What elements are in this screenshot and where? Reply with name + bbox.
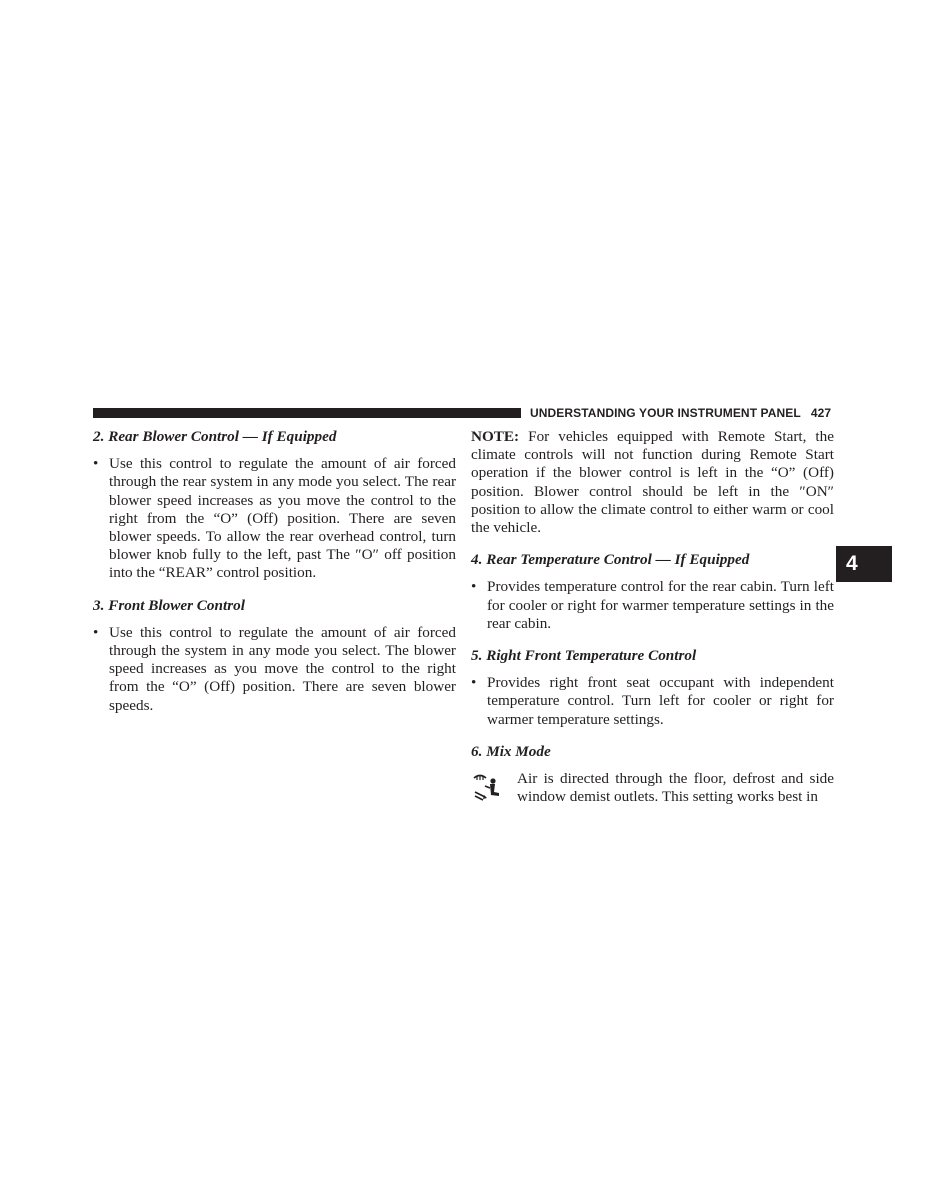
- bullet-icon: •: [93, 623, 99, 641]
- heading-rear-temperature: 4. Rear Temperature Control — If Equipped: [471, 551, 750, 569]
- header-rule: [93, 408, 521, 418]
- bullet-text: Use this control to regulate the amount of air forced through the rear system in any mode you select. The rear blower speed increases as you move the control to the right from the “O” (Off) position. There are seven blower speeds. To allow the rear overhead control, turn blower knob fully to the left, past The ″O″ off position into the “REAR” control position.: [109, 455, 456, 582]
- bullet-icon: •: [471, 578, 477, 596]
- note-text: For vehicles equipped with Remote Start, the climate controls will not function during Remote Start operation if the blower control is left in the “O” (Off) position. Blower control should be left in the ″ON″ position to allow the climate control to either warm or cool the vehicle.: [471, 428, 834, 537]
- mix-mode-row: [471, 770, 834, 806]
- bullet-text: Provides right front seat occupant with independent temperature control. Turn left for cooler or right for warmer temperature settings.: [487, 674, 834, 728]
- bullet-text: Provides temperature control for the rear cabin. Turn left for cooler or right for warmer temperature settings in the rear cabin.: [487, 578, 834, 632]
- heading-right-front-temperature: 5. Right Front Temperature Control: [471, 647, 697, 665]
- note-paragraph: [471, 428, 834, 537]
- running-header: [530, 406, 831, 420]
- right-column: [471, 428, 834, 806]
- page-number: 427: [810, 406, 832, 420]
- mix-mode-icon: [471, 772, 503, 802]
- left-column: [93, 428, 456, 723]
- note-label: NOTE:: [471, 428, 520, 445]
- bullet-rear-temperature: [471, 578, 834, 633]
- bullet-front-blower: [93, 624, 456, 715]
- bullet-rear-blower: [93, 455, 456, 582]
- bullet-icon: •: [93, 455, 99, 473]
- section-title: UNDERSTANDING YOUR INSTRUMENT PANEL: [530, 406, 801, 420]
- bullet-right-front-temperature: [471, 674, 834, 729]
- bullet-text: Use this control to regulate the amount of air forced through the system in any mode you select. The blower speed increases as you move the control to the right from the “O” (Off) position. There are seven blower speeds.: [109, 623, 456, 714]
- heading-mix-mode: 6. Mix Mode: [471, 742, 551, 760]
- heading-front-blower: 3. Front Blower Control: [93, 596, 245, 614]
- bullet-icon: •: [471, 674, 477, 692]
- chapter-tab: 4: [836, 546, 892, 582]
- heading-rear-blower: 2. Rear Blower Control — If Equipped: [93, 428, 337, 445]
- mix-mode-text: Air is directed through the floor, defrost and side window demist outlets. This setting works best in: [517, 770, 834, 806]
